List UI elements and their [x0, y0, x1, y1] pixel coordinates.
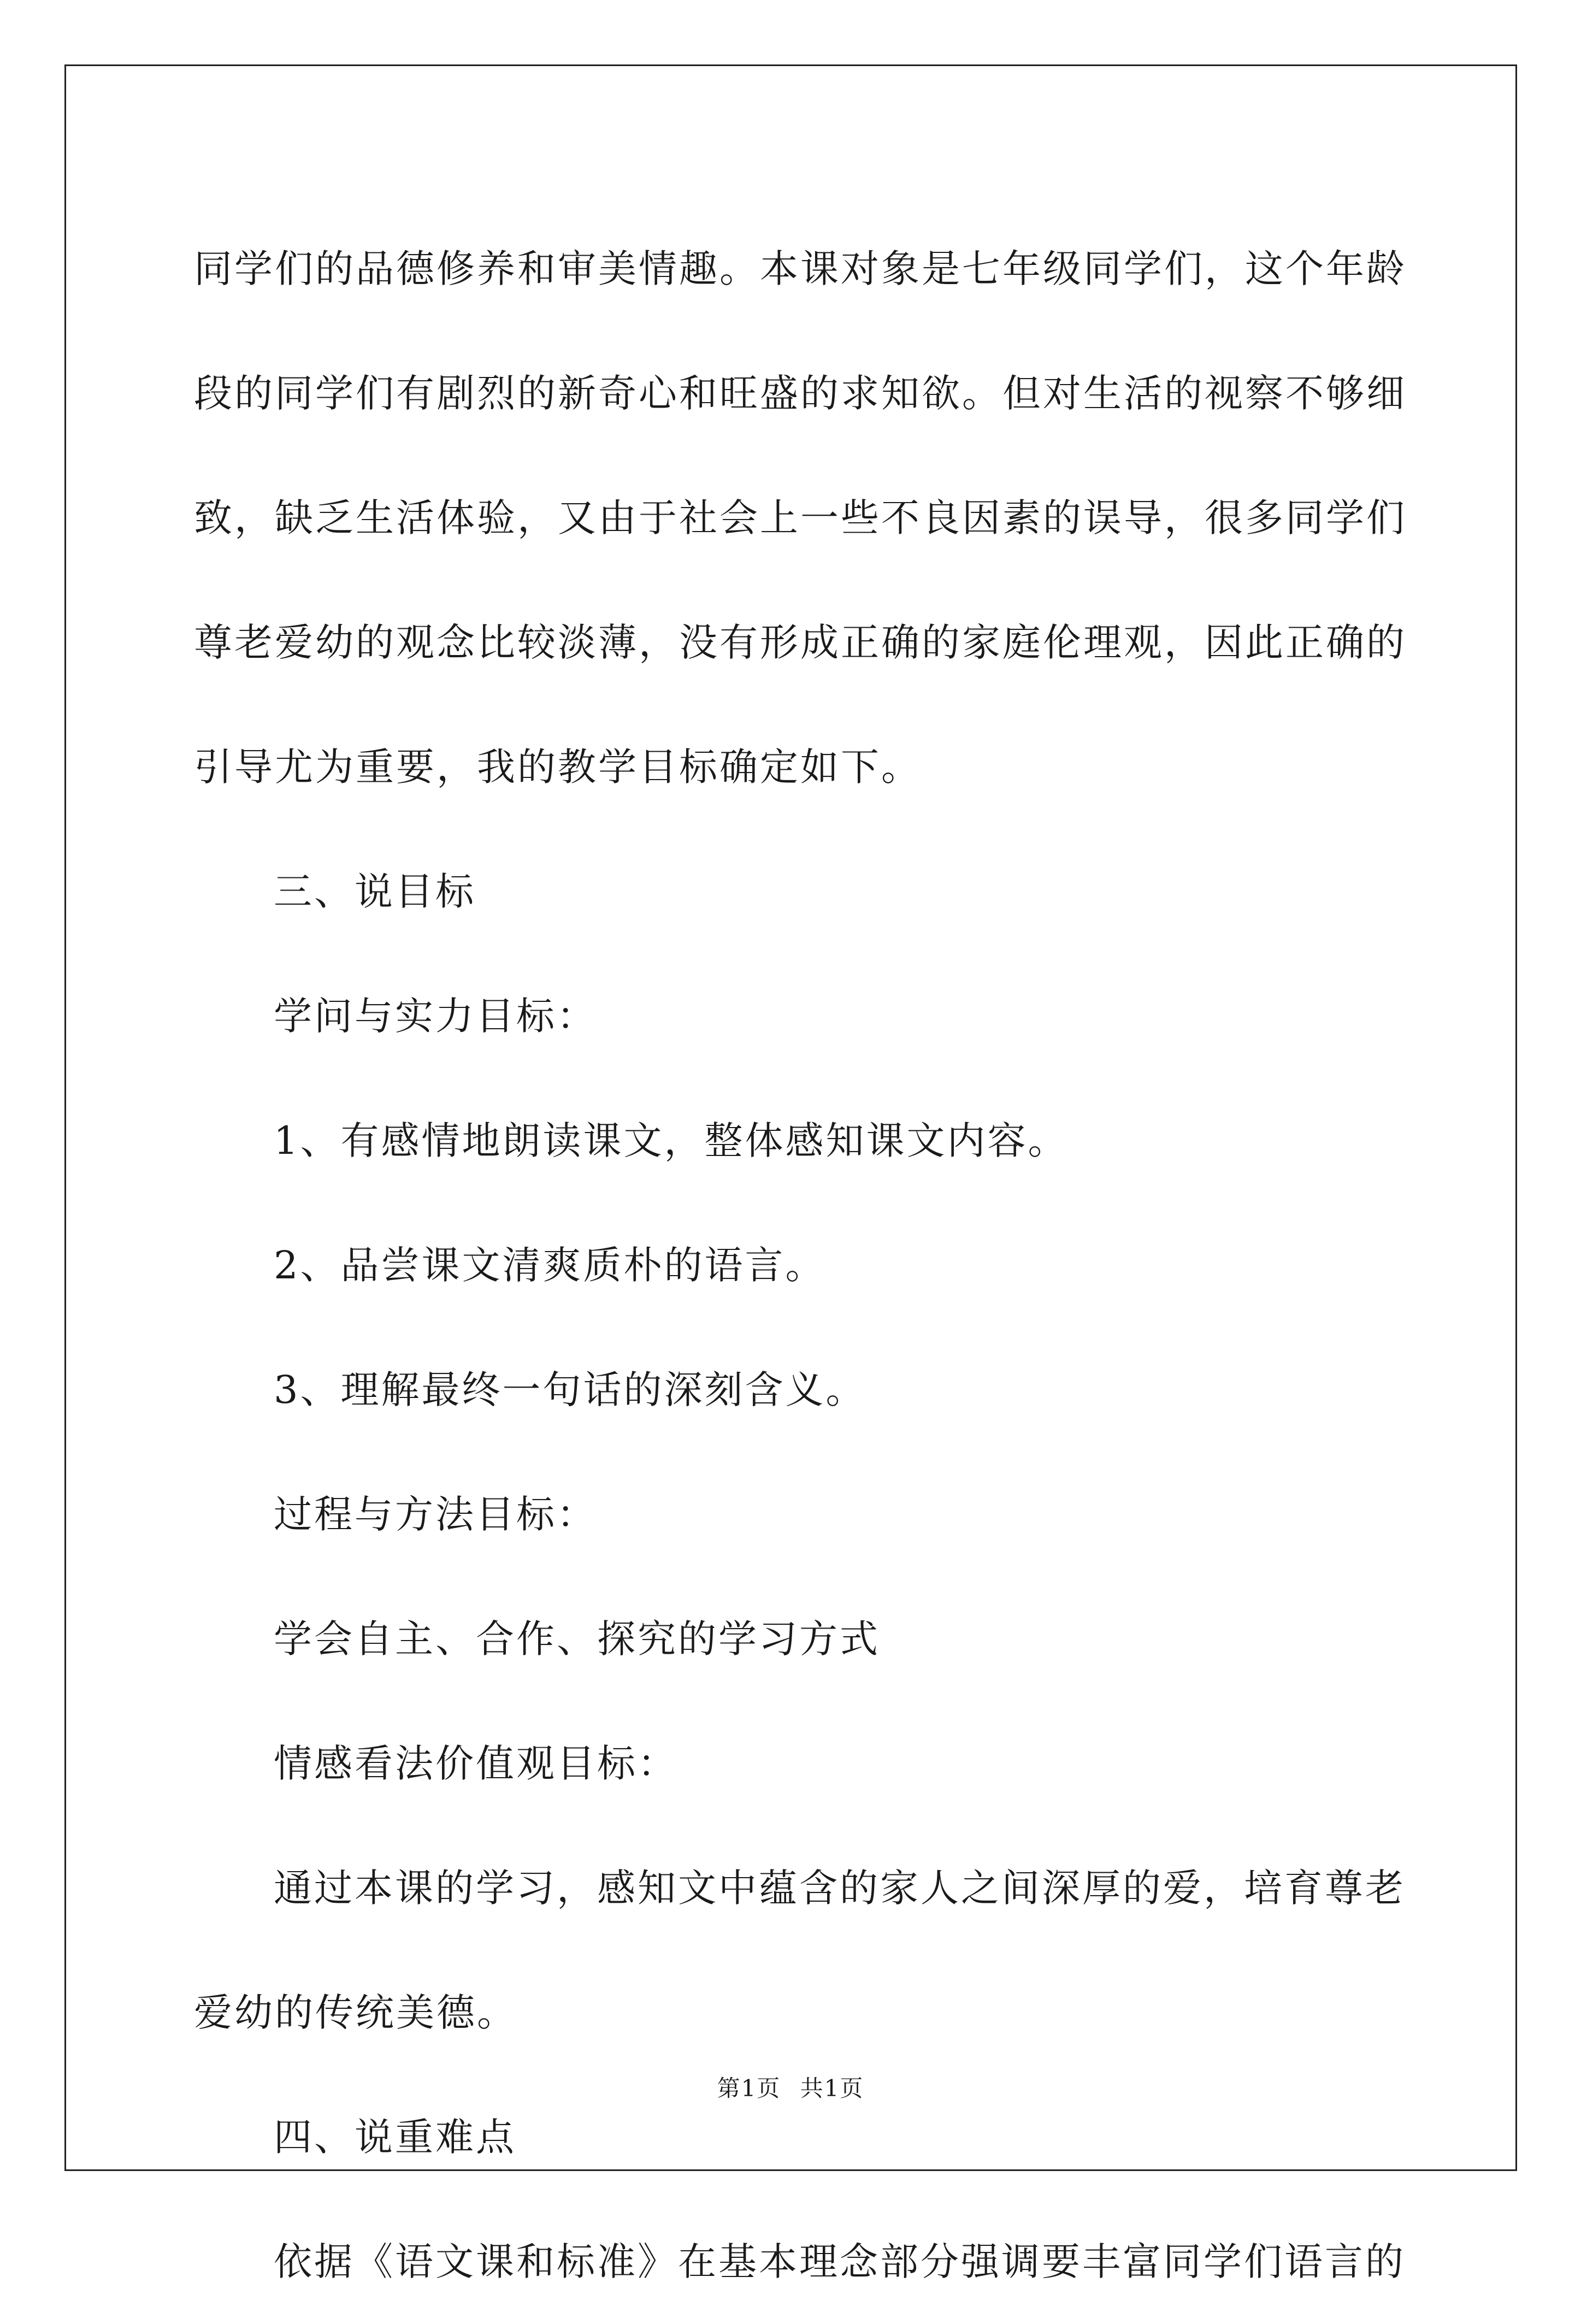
- document-body: [194, 207, 1407, 2324]
- paragraph-line: 爱幼的传统美德。: [194, 1990, 517, 2035]
- paragraph-line: 通过本课的学习，感知文中蕴含的家人之间深厚的爱，培育尊老: [274, 1866, 1406, 1910]
- list-item: 2、品尝课文清爽质朴的语言。: [274, 1243, 826, 1288]
- subheading: 学问与实力目标：: [274, 994, 597, 1039]
- list-item: 1、有感情地朗读课文，整体感知课文内容。: [274, 1118, 1069, 1163]
- paragraph-line: 致，缺乏生活体验，又由于社会上一些不良因素的误导，很多同学们: [194, 496, 1407, 540]
- paragraph-line: 同学们的品德修养和审美情趣。本课对象是七年级同学们，这个年龄: [194, 246, 1407, 291]
- page-total: 共1页: [800, 2075, 864, 2102]
- paragraph-line: 学会自主、合作、探究的学习方式: [274, 1617, 880, 1661]
- subheading: 情感看法价值观目标：: [274, 1741, 678, 1786]
- page-number: 第1页: [717, 2075, 781, 2102]
- page-footer: [0, 2071, 1581, 2103]
- list-item: 3、理解最终一句话的深刻含义。: [274, 1367, 866, 1412]
- paragraph-line: 尊老爱幼的观念比较淡薄，没有形成正确的家庭伦理观，因此正确的: [194, 620, 1407, 665]
- paragraph-line: 依据《语文课和标准》在基本理念部分强调要丰富同学们语言的: [274, 2239, 1406, 2284]
- paragraph-line: 引导尤为重要，我的教学目标确定如下。: [194, 745, 922, 789]
- section-heading: 三、说目标: [274, 869, 476, 914]
- section-heading: 四、说重难点: [274, 2115, 516, 2160]
- subheading: 过程与方法目标：: [274, 1492, 597, 1537]
- paragraph-line: 段的同学们有剧烈的新奇心和旺盛的求知欲。但对生活的视察不够细: [194, 371, 1407, 416]
